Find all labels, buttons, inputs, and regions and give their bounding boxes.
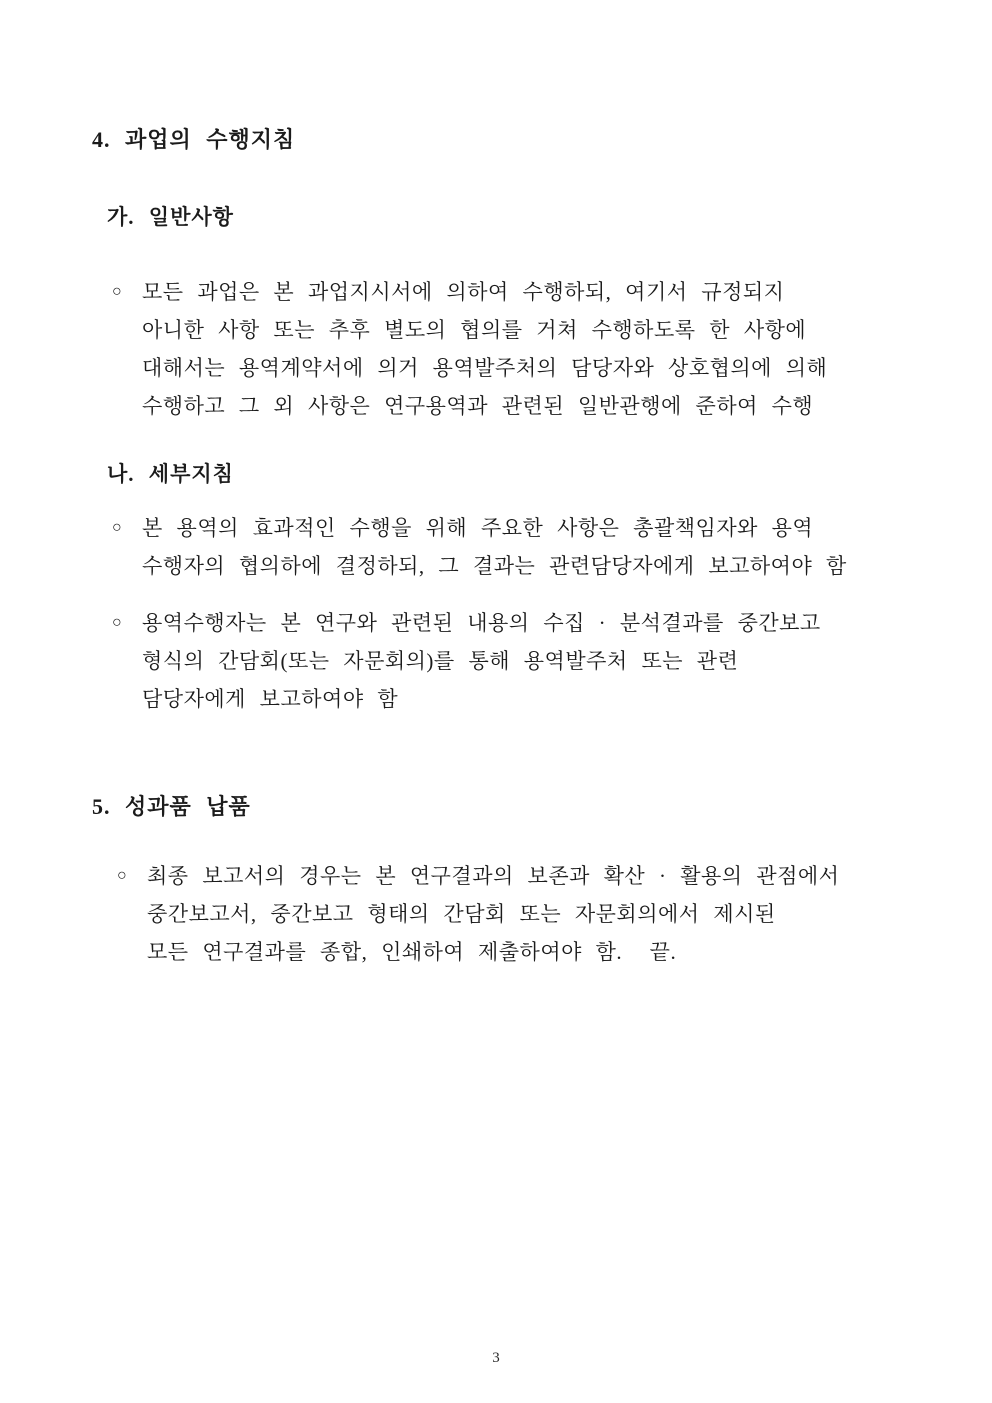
bullet-text-block bbox=[112, 273, 952, 425]
bullet-text-block bbox=[112, 604, 952, 718]
circle-bullet-icon: ○ bbox=[112, 283, 122, 300]
text-line: 아니한 사항 또는 추후 별도의 협의를 거쳐 수행하도록 한 사항에 bbox=[142, 318, 807, 342]
circle-bullet-icon: ○ bbox=[112, 519, 122, 536]
text-line: 중간보고서, 중간보고 형태의 간담회 또는 자문회의에서 제시된 bbox=[147, 902, 776, 926]
text-line: 모든 과업은 본 과업지시서에 의하여 수행하되, 여기서 규정되지 bbox=[142, 280, 785, 304]
section-4b-heading: 나. 세부지침 bbox=[107, 462, 234, 486]
bullet-item bbox=[112, 273, 952, 425]
text-line: 형식의 간담회(또는 자문회의)를 통해 용역발주처 또는 관련 bbox=[142, 649, 739, 673]
circle-bullet-icon: ○ bbox=[112, 614, 122, 631]
section-4-heading: 4. 과업의 수행지침 bbox=[92, 127, 296, 152]
text-line: 대해서는 용역계약서에 의거 용역발주처의 담당자와 상호협의에 의해 bbox=[142, 356, 828, 380]
bullet-text-block bbox=[112, 509, 952, 585]
text-line: 최종 보고서의 경우는 본 연구결과의 보존과 확산 · 활용의 관점에서 bbox=[147, 864, 840, 888]
page-number: 3 bbox=[492, 1350, 500, 1366]
text-line: 용역수행자는 본 연구와 관련된 내용의 수집 · 분석결과를 중간보고 bbox=[142, 611, 821, 635]
text-line: 수행자의 협의하에 결정하되, 그 결과는 관련담당자에게 보고하여야 함 bbox=[142, 554, 847, 578]
bullet-text-block bbox=[117, 857, 957, 971]
text-line: 담당자에게 보고하여야 함 bbox=[142, 687, 399, 711]
section-4a-heading: 가. 일반사항 bbox=[107, 205, 234, 229]
text-line: 모든 연구결과를 종합, 인쇄하여 제출하여야 함. 끝. bbox=[147, 940, 677, 964]
section-5-heading: 5. 성과품 납품 bbox=[92, 794, 251, 819]
text-line: 본 용역의 효과적인 수행을 위해 주요한 사항은 총괄책임자와 용역 bbox=[142, 516, 814, 540]
bullet-item bbox=[117, 857, 957, 971]
circle-bullet-icon: ○ bbox=[117, 867, 127, 884]
text-line: 수행하고 그 외 사항은 연구용역과 관련된 일반관행에 준하여 수행 bbox=[142, 394, 814, 418]
bullet-item bbox=[112, 604, 952, 718]
bullet-item bbox=[112, 509, 952, 585]
